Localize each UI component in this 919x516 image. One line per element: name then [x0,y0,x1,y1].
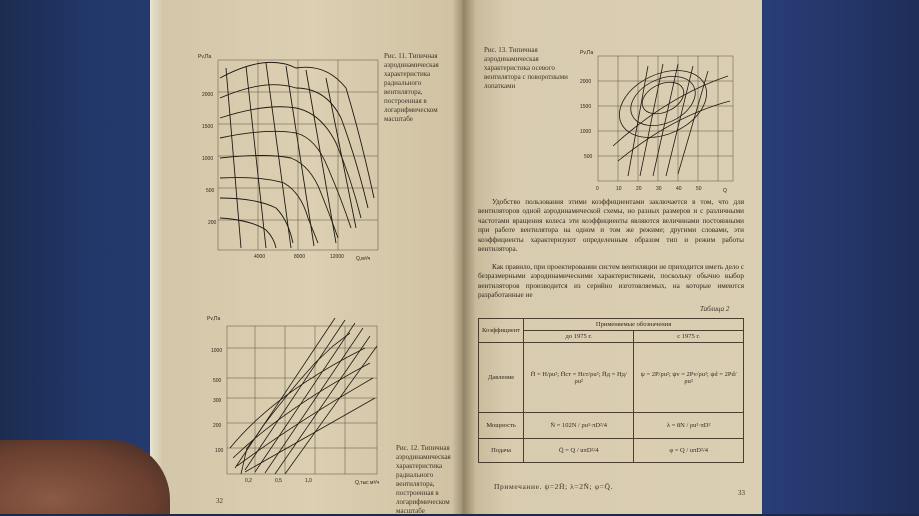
background-left [0,0,150,514]
svg-text:Pv,Па: Pv,Па [207,316,221,322]
figure-11-chart [196,48,386,263]
svg-text:0,2: 0,2 [245,478,252,484]
table-row [479,343,744,413]
figure-12-chart [205,298,385,488]
table-cell-old: H̄ = H/ρu²; H̄ст = Hст/ρu²; H̄д = Hд/ρu² [524,343,634,413]
table-header-group: Применяемые обозначения [524,319,744,331]
svg-text:500: 500 [213,378,222,384]
svg-text:4000: 4000 [254,254,266,260]
svg-text:200: 200 [213,423,222,429]
book-gutter [452,0,476,514]
table-cell-old: Q̄ = Q / uπD²/4 [524,439,634,463]
svg-text:100: 100 [215,448,224,454]
svg-text:1500: 1500 [202,124,214,130]
figure-13-caption: Рис. 13. Типичная аэродинамическая характеристика осевого вентилятора с поворотными лопатками [484,46,568,90]
svg-text:Pv,Па: Pv,Па [198,54,212,60]
table-row [479,413,744,439]
svg-text:20: 20 [636,186,642,192]
coefficients-table [478,318,744,463]
background-right [739,0,919,514]
svg-text:200: 200 [208,220,217,226]
svg-text:1000: 1000 [202,156,214,162]
svg-text:Pv,Па: Pv,Па [580,50,594,56]
svg-text:0,5: 0,5 [275,478,282,484]
left-page-number: 32 [216,497,223,505]
table-cell-name: Мощность [479,413,524,439]
table-label: Таблица 2 [700,305,730,313]
svg-text:1000: 1000 [580,129,592,135]
svg-text:Q: Q [723,188,727,194]
table-cell-name: Подача [479,439,524,463]
figure-12-caption: Рис. 12. Типичная аэродинамическая характеристика радиального вентилятора, построенная в логарифмическом масштабе [396,444,451,515]
svg-text:500: 500 [206,188,215,194]
svg-text:40: 40 [676,186,682,192]
table-cell-old: N̄ = 102N / ρu³·πD²/4 [524,413,634,439]
paragraph-2: Как правило, при проектировании систем вентиляции не приходится иметь дело с безразмерными аэродинамическими характеристиками, поскольку обычно выбор вентиляторов производится из серийно изготовляемых, на которые имеются разработанные не [478,263,744,300]
svg-text:1,0: 1,0 [305,478,312,484]
svg-text:Q,тыс м³/ч: Q,тыс м³/ч [355,480,380,486]
figure-11-caption: Рис. 11. Типичная аэродинамическая характеристика радиального вентилятора, построенная в логарифмическом масштабе [384,52,439,123]
table-cell-new: ψ = 2P/ρu²; ψv = 2Pv/ρu²; ψd = 2Pd/ρu² [634,343,744,413]
svg-text:12000: 12000 [330,254,344,260]
svg-text:10: 10 [616,186,622,192]
table-cell-new: φ = Q / uπD²/4 [634,439,744,463]
svg-text:8000: 8000 [294,254,306,260]
svg-text:1500: 1500 [580,104,592,110]
table-row [479,439,744,463]
svg-text:Q,м³/ч: Q,м³/ч [356,256,371,262]
svg-text:300: 300 [213,398,222,404]
figure-13-chart [578,46,748,196]
right-page-number: 33 [738,489,745,497]
table-header-new: с 1975 г. [634,331,744,343]
svg-text:2000: 2000 [580,79,592,85]
table-cell-name: Давление [479,343,524,413]
table-header-coefficient: Коэффициент [479,319,524,343]
table-header-old: до 1975 г. [524,331,634,343]
paragraph-1: Удобство пользования этими коэффициентами заключается в том, что для вентиляторов одной аэродинамической схемы, но разных размеров и с различными частотами вращения колеса эти коэффициенты являются величинами постоянными при работе вентилятора на одном и том же режиме; другими словами, эти коэффициенты характеризуют определенным образом тип и режим работы вентилятора. [478,198,744,254]
svg-text:2000: 2000 [202,92,214,98]
svg-text:0: 0 [596,186,599,192]
table-note: Примечание. ψ=2H̄; λ=2N̄; φ=Q̄. [494,482,613,491]
svg-text:30: 30 [656,186,662,192]
svg-text:1000: 1000 [211,348,223,354]
svg-text:500: 500 [584,154,593,160]
svg-text:50: 50 [696,186,702,192]
hand-holding-book [0,440,170,514]
table-cell-new: λ = 8N / ρu³·πD² [634,413,744,439]
